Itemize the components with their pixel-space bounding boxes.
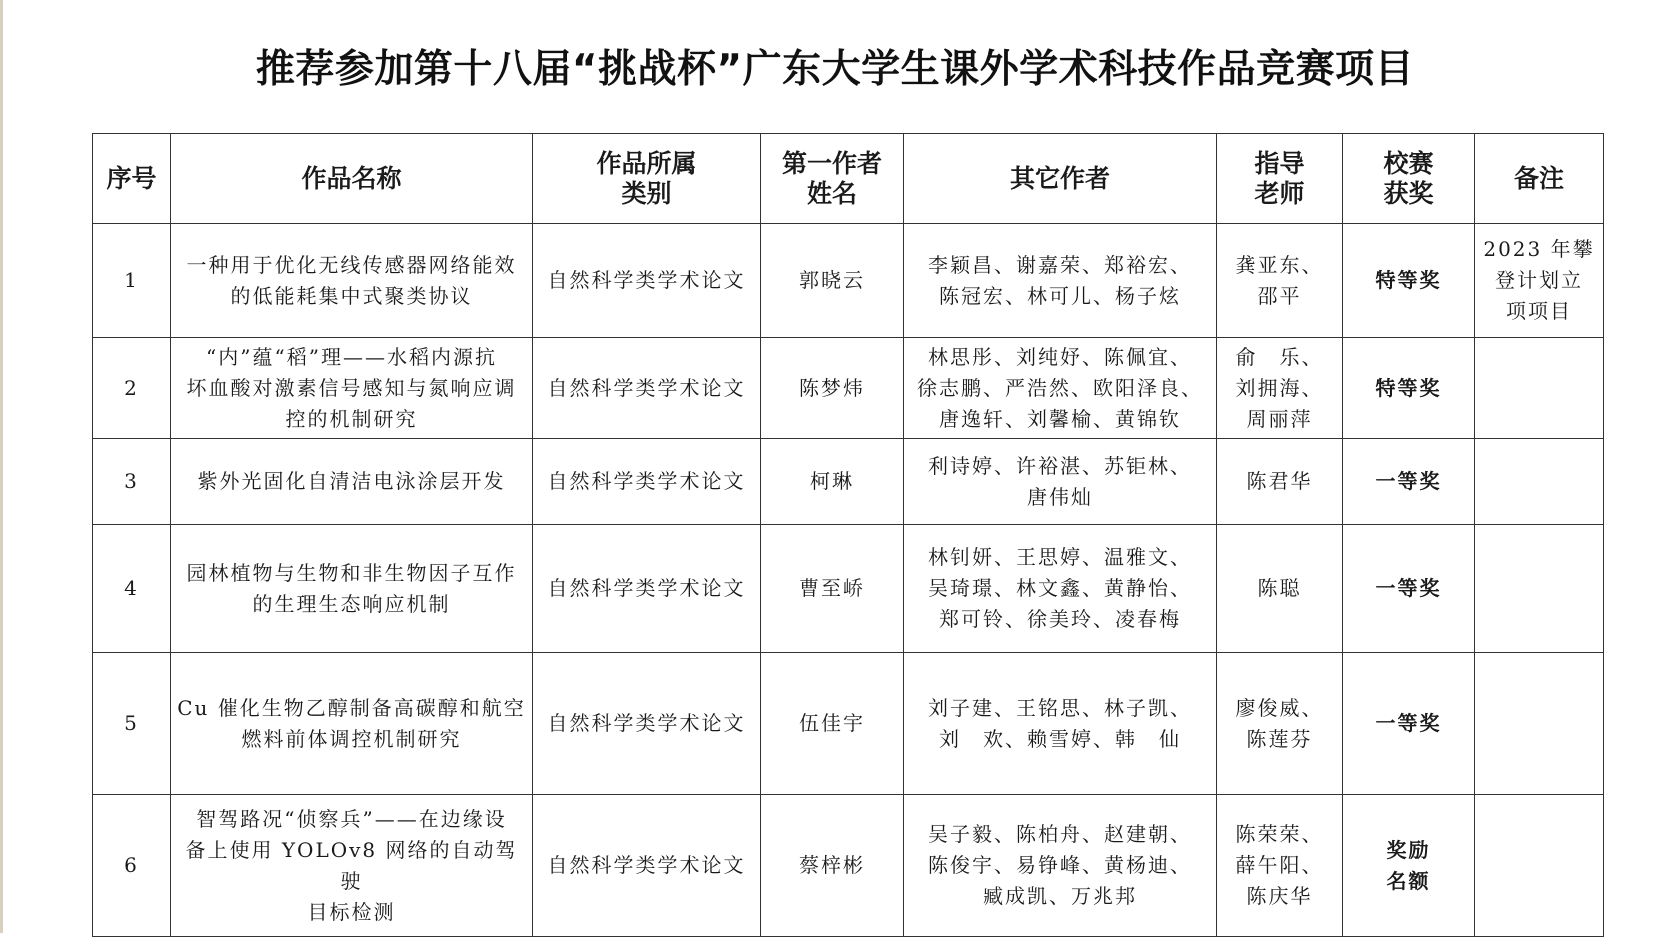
cell-award: 特等奖 (1343, 224, 1475, 338)
header-category: 作品所属 类别 (533, 134, 761, 224)
page-title: 推荐参加第十八届“挑战杯”广东大学生课外学术科技作品竞赛项目 (255, 47, 1415, 92)
cell-index: 2 (93, 338, 171, 439)
table-row (93, 439, 1604, 525)
header-other-authors: 其它作者 (904, 134, 1217, 224)
table-row (93, 224, 1604, 338)
cell-first-author: 曹至峤 (761, 525, 904, 653)
cell-award: 奖励 名额 (1343, 795, 1475, 937)
cell-advisor: 陈君华 (1217, 439, 1343, 525)
cell-advisor: 龚亚东、 邵平 (1217, 224, 1343, 338)
header-first-author: 第一作者 姓名 (761, 134, 904, 224)
cell-index: 3 (93, 439, 171, 525)
cell-name: 智驾路况“侦察兵”——在边缘设 备上使用 YOLOv8 网络的自动驾驶 目标检测 (171, 795, 533, 937)
cell-note (1475, 795, 1604, 937)
table-row (93, 653, 1604, 795)
header-row (93, 134, 1604, 224)
cell-name: “内”蕴“稻”理——水稻内源抗 坏血酸对激素信号感知与氮响应调 控的机制研究 (171, 338, 533, 439)
cell-category: 自然科学类学术论文 (533, 653, 761, 795)
cell-other-authors: 刘子建、王铭思、林子凯、 刘 欢、赖雪婷、韩 仙 (904, 653, 1217, 795)
cell-other-authors: 李颖昌、谢嘉荣、郑裕宏、 陈冠宏、林可儿、杨子炫 (904, 224, 1217, 338)
cell-category: 自然科学类学术论文 (533, 525, 761, 653)
cell-category: 自然科学类学术论文 (533, 338, 761, 439)
cell-other-authors: 吴子毅、陈柏舟、赵建朝、 陈俊宇、易铮峰、黄杨迪、 臧成凯、万兆邦 (904, 795, 1217, 937)
cell-name: 园林植物与生物和非生物因子互作 的生理生态响应机制 (171, 525, 533, 653)
cell-index: 4 (93, 525, 171, 653)
cell-category: 自然科学类学术论文 (533, 439, 761, 525)
cell-first-author: 伍佳宇 (761, 653, 904, 795)
header-advisor: 指导 老师 (1217, 134, 1343, 224)
header-index: 序号 (93, 134, 171, 224)
cell-note (1475, 338, 1604, 439)
cell-index: 1 (93, 224, 171, 338)
cell-name: 紫外光固化自清洁电泳涂层开发 (171, 439, 533, 525)
cell-name: 一种用于优化无线传感器网络能效 的低能耗集中式聚类协议 (171, 224, 533, 338)
table-row (93, 795, 1604, 937)
cell-other-authors: 林思彤、刘纯妤、陈佩宜、 徐志鹏、严浩然、欧阳泽良、 唐逸轩、刘馨榆、黄锦钦 (904, 338, 1217, 439)
cell-award: 一等奖 (1343, 439, 1475, 525)
cell-index: 6 (93, 795, 171, 937)
award-table (92, 133, 1604, 937)
page-edge (0, 0, 3, 933)
cell-award: 一等奖 (1343, 653, 1475, 795)
header-award: 校赛 获奖 (1343, 134, 1475, 224)
cell-award: 特等奖 (1343, 338, 1475, 439)
cell-award: 一等奖 (1343, 525, 1475, 653)
header-note: 备注 (1475, 134, 1604, 224)
cell-note (1475, 653, 1604, 795)
table-row (93, 525, 1604, 653)
cell-advisor: 廖俊威、 陈莲芬 (1217, 653, 1343, 795)
cell-category: 自然科学类学术论文 (533, 795, 761, 937)
cell-note (1475, 525, 1604, 653)
cell-advisor: 陈聪 (1217, 525, 1343, 653)
cell-note (1475, 439, 1604, 525)
header-name: 作品名称 (171, 134, 533, 224)
cell-category: 自然科学类学术论文 (533, 224, 761, 338)
cell-first-author: 陈梦炜 (761, 338, 904, 439)
cell-first-author: 蔡梓彬 (761, 795, 904, 937)
cell-first-author: 柯琳 (761, 439, 904, 525)
cell-note: 2023 年攀 登计划立 项项目 (1475, 224, 1604, 338)
cell-first-author: 郭晓云 (761, 224, 904, 338)
table-row (93, 338, 1604, 439)
cell-other-authors: 林钊妍、王思婷、温雅文、 吴琦璟、林文鑫、黄静怡、 郑可铃、徐美玲、凌春梅 (904, 525, 1217, 653)
cell-name: Cu 催化生物乙醇制备高碳醇和航空 燃料前体调控机制研究 (171, 653, 533, 795)
cell-index: 5 (93, 653, 171, 795)
cell-advisor: 俞 乐、 刘拥海、 周丽萍 (1217, 338, 1343, 439)
cell-advisor: 陈荣荣、 薛午阳、 陈庆华 (1217, 795, 1343, 937)
cell-other-authors: 利诗婷、许裕湛、苏钜林、 唐伟灿 (904, 439, 1217, 525)
